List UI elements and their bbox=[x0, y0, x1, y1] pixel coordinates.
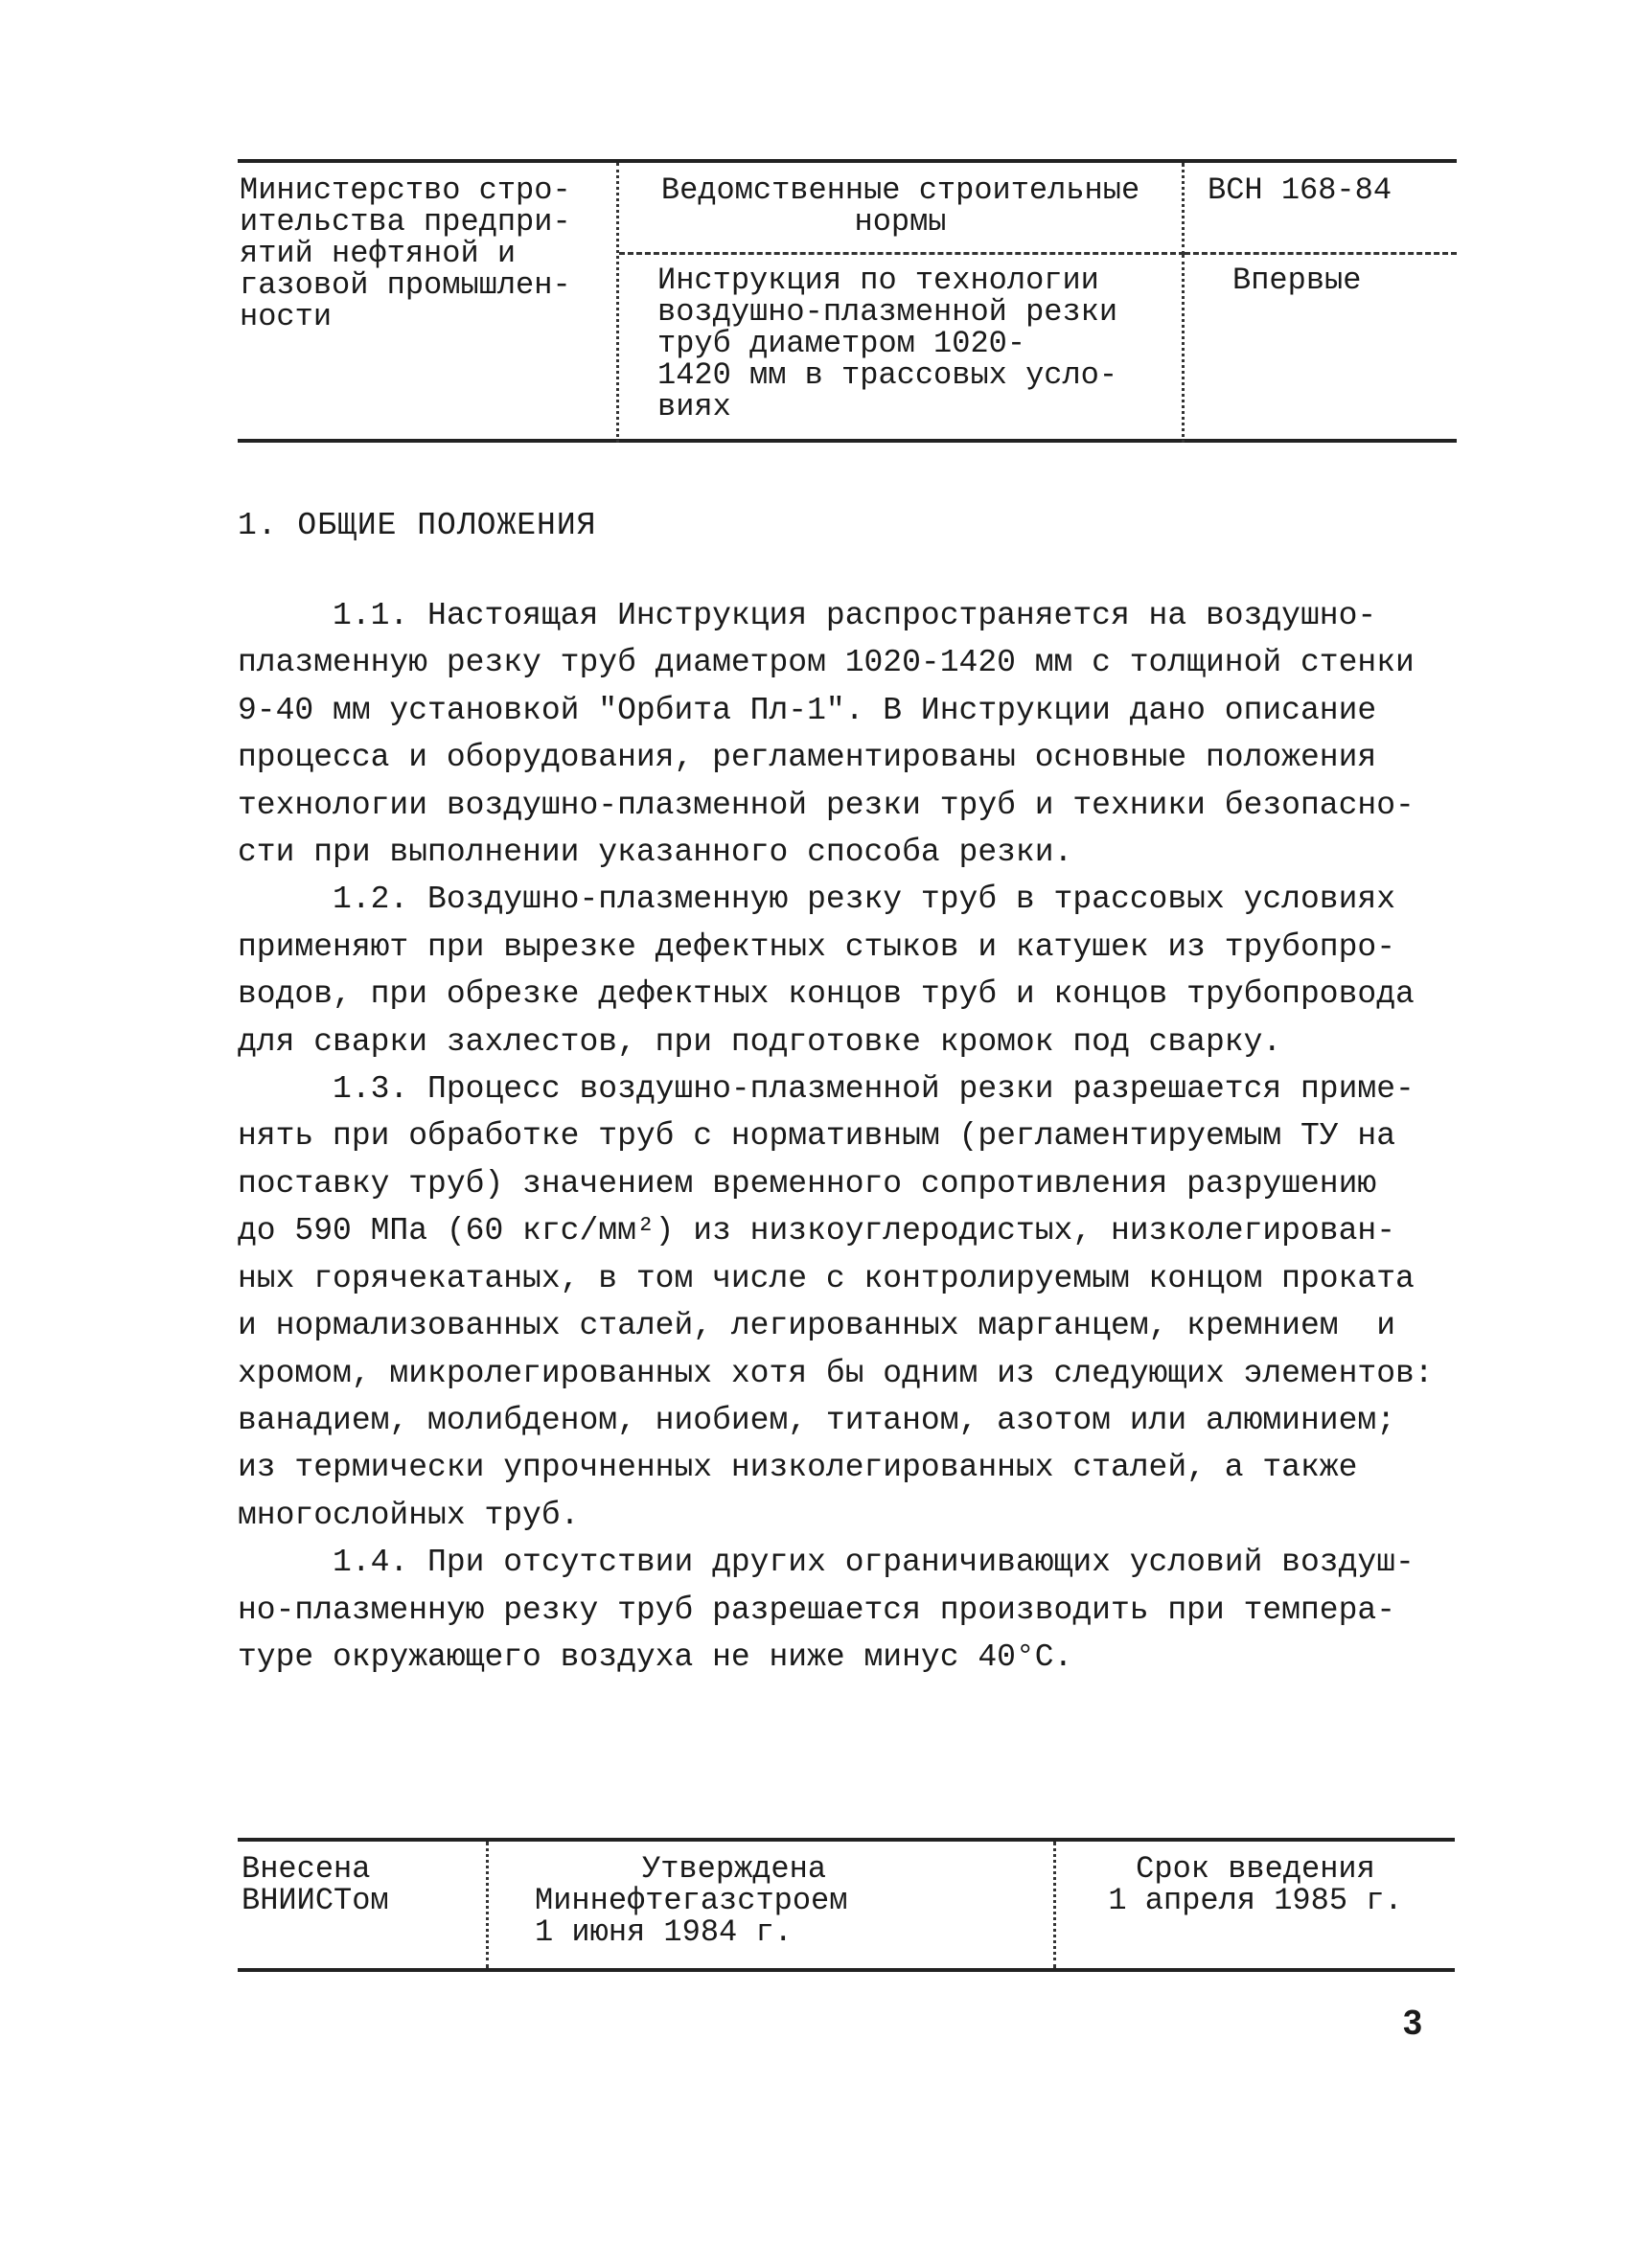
body-line: 1.4. При отсутствии других ограничивающих условий воздуш- bbox=[238, 1545, 1415, 1581]
document-title: Инструкция по технологии воздушно-плазменной резки труб диаметром 1020- 1420 мм в трассовых усло- виях bbox=[657, 263, 1118, 424]
body-line: но-плазменную резку труб разрешается производить при темпера- bbox=[238, 1592, 1395, 1628]
section-title: 1. ОБЩИЕ ПОЛОЖЕНИЯ bbox=[238, 508, 597, 543]
body-text bbox=[238, 592, 1474, 1681]
footer-effective-cell bbox=[1056, 1842, 1455, 1968]
body-line: из термически упрочненных низколегированных сталей, а также bbox=[238, 1450, 1358, 1486]
header-norm-type-cell bbox=[619, 163, 1185, 255]
body-line: ванадием, молибденом, ниобием, титаном, азотом или алюминием; bbox=[238, 1402, 1395, 1438]
document-status: Впервые bbox=[1232, 263, 1362, 298]
body-line: 1.1. Настоящая Инструкция распространяется на воздушно- bbox=[238, 598, 1377, 633]
body-line: нять при обработке труб с нормативным (регламентируемым ТУ на bbox=[238, 1118, 1395, 1155]
body-line: поставку труб) значением временного сопротивления разрушению bbox=[238, 1165, 1377, 1202]
submitted-by: ВНИИСТом bbox=[242, 1883, 389, 1918]
body-line: плазменную резку труб диаметром 1020-1420 мм с толщиной стенки bbox=[238, 645, 1415, 681]
submitted-label: Внесена bbox=[242, 1851, 371, 1887]
header-ministry-cell bbox=[238, 163, 619, 443]
body-line: сти при выполнении указанного способа резки. bbox=[238, 835, 1073, 871]
norm-type: Ведомственные строительные нормы bbox=[660, 172, 1140, 240]
body-line: технологии воздушно-плазменной резки труб и техники безопасно- bbox=[238, 787, 1415, 823]
header-title-cell bbox=[619, 255, 1185, 443]
body-line: для сварки захлестов, при подготовке кромок под сварку. bbox=[238, 1023, 1282, 1060]
effective-label: Срок введения bbox=[1136, 1851, 1375, 1887]
effective-date: 1 апреля 1985 г. bbox=[1108, 1883, 1403, 1918]
footer-submitted-cell bbox=[238, 1842, 489, 1968]
header-status-cell bbox=[1185, 255, 1457, 443]
header-table bbox=[238, 159, 1457, 443]
body-line: ных горячекатаных, в том числе с контролируемым концом проката bbox=[238, 1260, 1415, 1296]
document-code: ВСН 168-84 bbox=[1208, 172, 1392, 208]
body-line: до 590 МПа (60 кгс/мм²) из низкоуглеродистых, низколегирован- bbox=[238, 1213, 1395, 1249]
page-number: 3 bbox=[1403, 2003, 1423, 2042]
approved-by: Миннефтегазстроем bbox=[535, 1883, 848, 1918]
body-line: применяют при вырезке дефектных стыков и катушек из трубопро- bbox=[238, 928, 1395, 965]
footer-approved-cell bbox=[489, 1842, 1056, 1968]
body-line: 1.2. Воздушно-плазменную резку труб в трассовых условиях bbox=[238, 882, 1395, 918]
approved-date: 1 июня 1984 г. bbox=[535, 1914, 793, 1950]
body-line: хромом, микролегированных хотя бы одним из следующих элементов: bbox=[238, 1355, 1434, 1391]
body-line: водов, при обрезке дефектных концов труб и концов трубопровода bbox=[238, 976, 1415, 1013]
body-line: 9-40 мм установкой "Орбита Пл-1". В Инструкции дано описание bbox=[238, 692, 1377, 728]
body-line: и нормализованных сталей, легированных марганцем, кремнием и bbox=[238, 1308, 1395, 1344]
ministry-name: Министерство стро- ительства предпри- ятий нефтяной и газовой промышлен- ности bbox=[240, 172, 571, 334]
approved-label: Утверждена bbox=[642, 1851, 827, 1887]
body-line: многослойных труб. bbox=[238, 1497, 580, 1533]
footer-table bbox=[238, 1838, 1455, 1972]
header-code-cell bbox=[1185, 163, 1457, 255]
body-line: 1.3. Процесс воздушно-плазменной резки разрешается приме- bbox=[238, 1071, 1415, 1108]
body-line: процесса и оборудования, регламентированы основные положения bbox=[238, 740, 1377, 776]
body-line: туре окружающего воздуха не ниже минус 40°С. bbox=[238, 1638, 1073, 1675]
